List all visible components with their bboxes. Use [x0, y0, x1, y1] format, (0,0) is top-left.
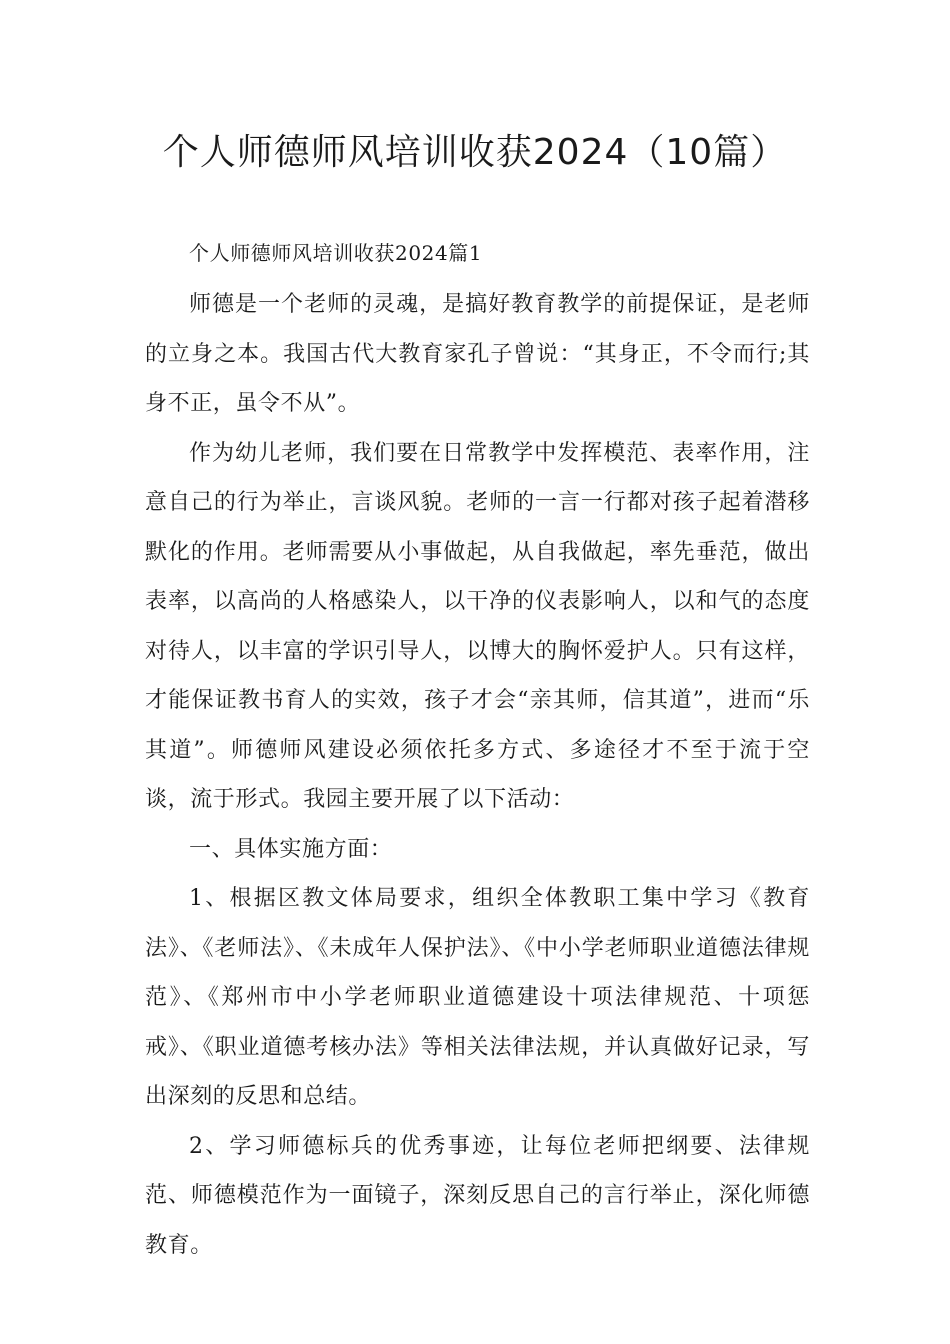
paragraph: 作为幼儿老师，我们要在日常教学中发挥模范、表率作用，注意自己的行为举止，言谈风貌。老师的一言一行都对孩子起着潜移默化的作用。老师需要从小事做起，从自我做起，率先垂范，做出表率，以高尚的人格感染人，以干净的仪表影响人，以和气的态度对待人，以丰富的学识引导人，以博大的胸怀爱护人。只有这样，才能保证教书育人的实效，孩子才会“亲其师，信其道”，进而“乐其道”。师德师风建设必须依托多方式、多途径才不至于流于空谈，流于形式。我园主要开展了以下活动： — [145, 440, 810, 812]
paragraph: 1、根据区教文体局要求，组织全体教职工集中学习《教育法》、《老师法》、《未成年人保护法》、《中小学老师职业道德法律规范》、《郑州市中小学老师职业道德建设十项法律规范、十项惩戒》、《职业道德考核办法》等相关法律法规，并认真做好记录，写出深刻的反思和总结。 — [145, 886, 810, 1109]
section-heading: 个人师德师风培训收获2024篇1 — [189, 241, 483, 265]
paragraph: 2、学习师德标兵的优秀事迹，让每位老师把纲要、法律规范、师德模范作为一面镜子，深刻反思自己的言行举止，深化师德教育。 — [145, 1133, 810, 1258]
paragraph: 师德是一个老师的灵魂，是搞好教育教学的前提保证，是老师的立身之本。我国古代大教育家孔子曾说：“其身正，不令而行;其身不正，虽令不从”。 — [145, 292, 810, 416]
document-body — [145, 230, 810, 1270]
document-title: 个人师德师风培训收获2024（10篇） — [162, 132, 788, 173]
paragraph: 一、具体实施方面： — [189, 836, 393, 862]
